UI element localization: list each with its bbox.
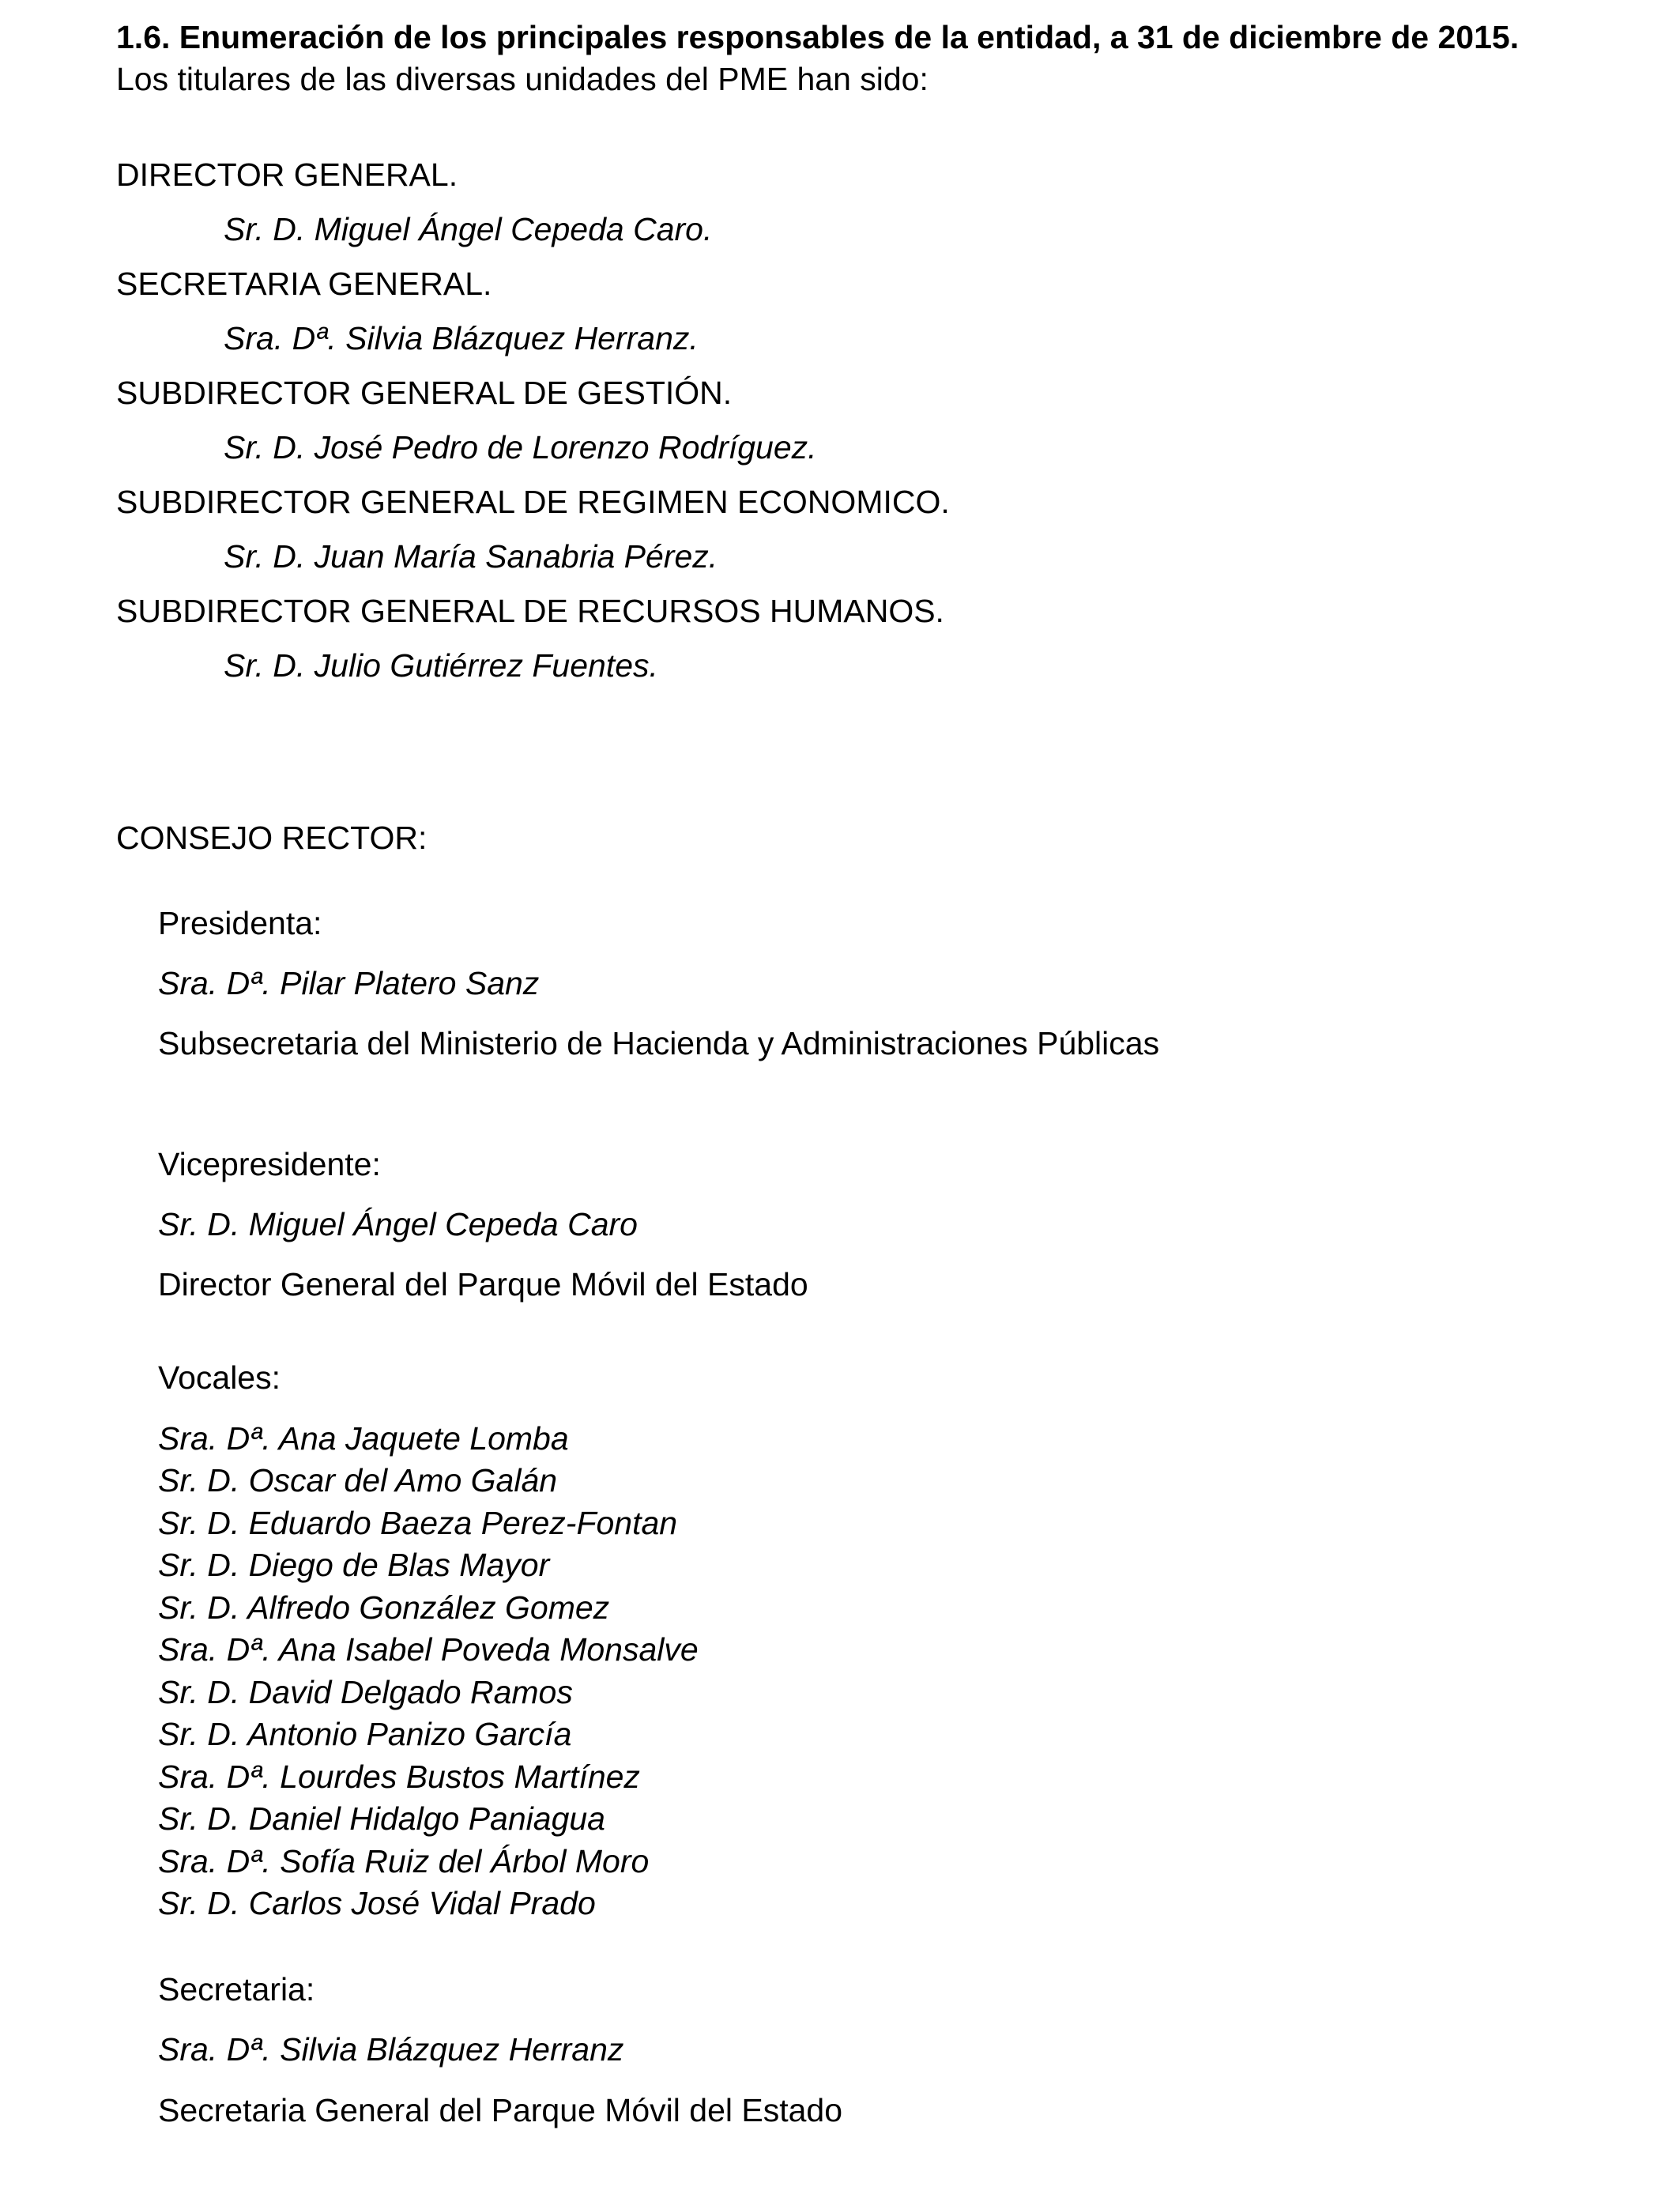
secretary-label: Secretaria: [158, 1971, 315, 2007]
unit-title: SECRETARIA GENERAL. [116, 266, 492, 302]
member-item: Sr. D. Eduardo Baeza Perez-Fontan [158, 1505, 678, 1541]
member-item: Sr. D. David Delgado Ramos [158, 1674, 573, 1710]
member-item: Sra. Dª. Lourdes Bustos Martínez [158, 1759, 640, 1795]
member-item: Sra. Dª. Ana Jaquete Lomba [158, 1420, 569, 1457]
member-item: Sra. Dª. Ana Isabel Poveda Monsalve [158, 1631, 699, 1668]
vice-president-role: Director General del Parque Móvil del Estado [158, 1266, 808, 1302]
member-item: Sr. D. Alfredo González Gomez [158, 1589, 610, 1626]
unit-title: SUBDIRECTOR GENERAL DE GESTIÓN. [116, 375, 733, 411]
secretary-name: Sra. Dª. Silvia Blázquez Herranz [158, 2031, 624, 2068]
members-label: Vocales: [158, 1359, 281, 1396]
unit-holder: Sr. D. Julio Gutiérrez Fuentes. [224, 647, 658, 684]
section-title: 1.6. Enumeración de los principales responsables de la entidad, a 31 de diciembre de 2015. [116, 19, 1520, 55]
member-item: Sra. Dª. Sofía Ruiz del Árbol Moro [158, 1843, 650, 1879]
unit-title: SUBDIRECTOR GENERAL DE RECURSOS HUMANOS. [116, 593, 944, 629]
member-item: Sr. D. Diego de Blas Mayor [158, 1547, 550, 1583]
vice-president-name: Sr. D. Miguel Ángel Cepeda Caro [158, 1206, 638, 1242]
vice-president-label: Vicepresidente: [158, 1146, 381, 1182]
unit-title: DIRECTOR GENERAL. [116, 156, 458, 193]
intro-text: Los titulares de las diversas unidades del PME han sido: [116, 61, 929, 97]
member-item: Sr. D. Carlos José Vidal Prado [158, 1885, 596, 1921]
member-item: Sr. D. Antonio Panizo García [158, 1716, 572, 1752]
president-name: Sra. Dª. Pilar Platero Sanz [158, 965, 540, 1001]
member-item: Sr. D. Daniel Hidalgo Paniagua [158, 1800, 605, 1837]
unit-holder: Sra. Dª. Silvia Blázquez Herranz. [224, 320, 699, 356]
unit-holder: Sr. D. Miguel Ángel Cepeda Caro. [224, 211, 713, 247]
unit-title: SUBDIRECTOR GENERAL DE REGIMEN ECONOMICO. [116, 484, 950, 520]
secretary-role: Secretaria General del Parque Móvil del Estado [158, 2092, 843, 2128]
member-item: Sr. D. Oscar del Amo Galán [158, 1462, 558, 1498]
unit-holder: Sr. D. José Pedro de Lorenzo Rodríguez. [224, 429, 817, 466]
council-title: CONSEJO RECTOR: [116, 820, 428, 856]
president-label: Presidenta: [158, 905, 322, 941]
president-role: Subsecretaria del Ministerio de Hacienda y Administraciones Públicas [158, 1025, 1160, 1061]
unit-holder: Sr. D. Juan María Sanabria Pérez. [224, 538, 718, 575]
